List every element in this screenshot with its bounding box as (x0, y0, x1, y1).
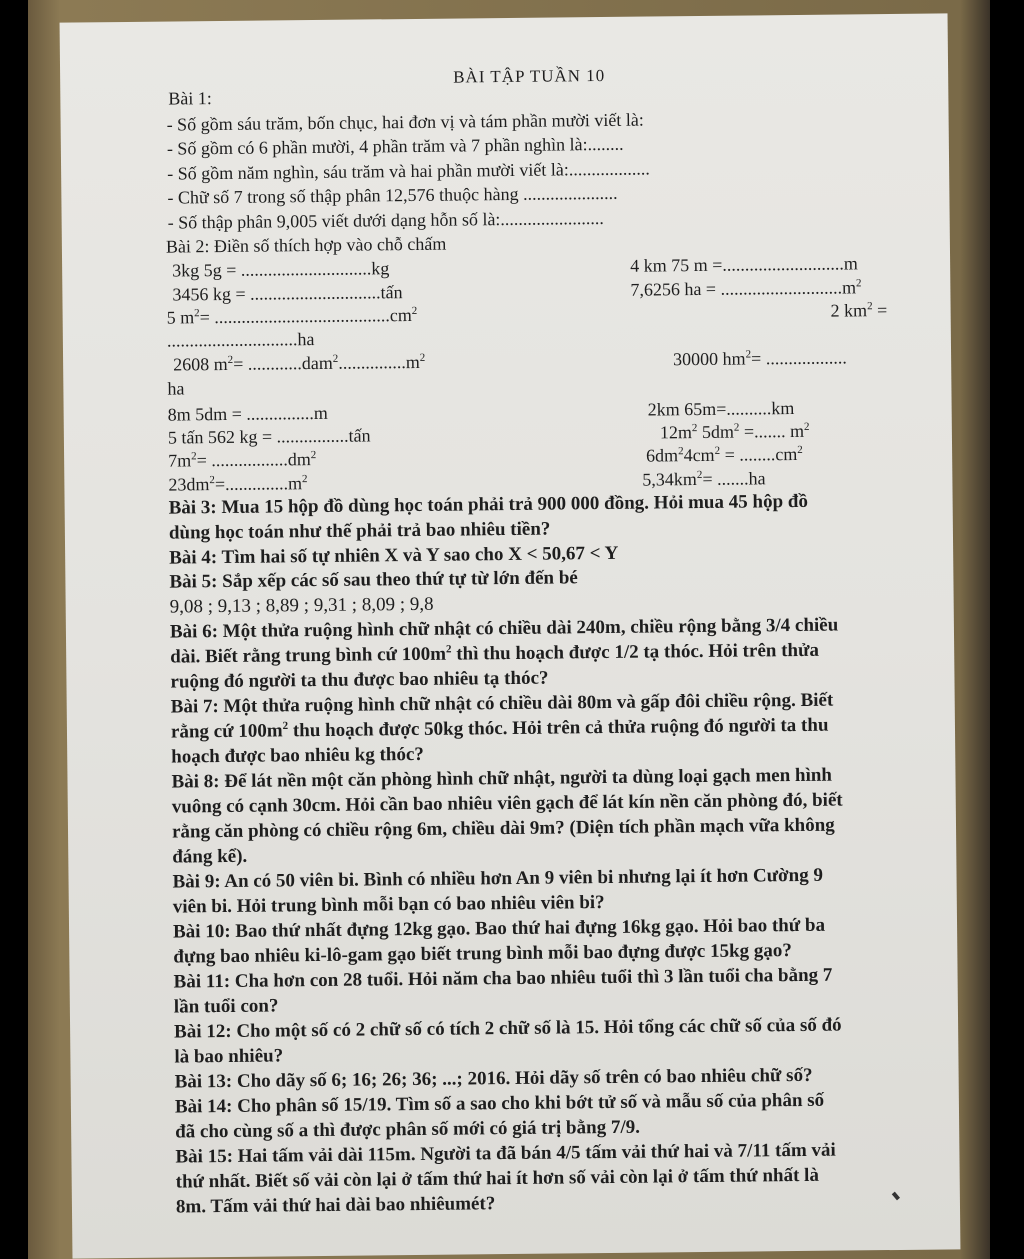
ex2-row3-left: 5 $m^2= .......................................cm^2$ (166, 304, 418, 328)
exercise-13-line-1: Bài 13: Cho dãy số 6; 16; 26; 36; ...; 2016. Hỏi dãy số trên có bao nhiêu chữ số? (174, 1064, 813, 1093)
exercise-15-line-1: Bài 15: Hai tấm vải dài 115m. Người ta đã bán 4/5 tấm vải thứ hai và 7/11 tấm vải (175, 1139, 836, 1168)
exercise-2-heading: Bài 2: Điền số thích hợp vào chỗ chấm (165, 233, 447, 257)
exercise-11-line-2: lần tuổi con? (173, 995, 279, 1018)
exercise-12-line-2: là bao nhiêu? (174, 1045, 284, 1068)
exercise-15-line-3: 8m. Tấm vải thứ hai dài bao nhiêumét? (175, 1193, 496, 1218)
exercise-10-line-2: đựng bao nhiêu ki-lô-gam gạo biết trung bình mỗi bao đựng được 15kg gạo? (173, 940, 792, 968)
exercise-3-line-2: dùng học toán như thế phải trả bao nhiêu tiền? (168, 518, 551, 544)
exercise-6-line-3: ruộng đó người ta thu được bao nhiêu tạ thóc? (170, 667, 549, 693)
exercise-1-heading: Bài 1: (168, 88, 212, 109)
exercise-9-line-2: viên bi. Hỏi trung bình mỗi bạn có bao nhiêu viên bi? (172, 892, 605, 918)
ex2-row6: ha (167, 378, 185, 399)
ex2-row3-right: 2 $km^2$ = (830, 300, 888, 321)
exercise-14-line-1: Bài 14: Cho phân số 15/19. Tìm số a sao cho khi bớt tử số và mẫu số của phân số (174, 1089, 825, 1118)
ex2-row8-right: $12m^2$ $5dm^2$ =....... $m^2$ (659, 420, 810, 443)
ex2-row4: .............................ha (166, 329, 315, 351)
exercise-9-line-1: Bài 9: An có 50 viên bi. Bình có nhiều hơn An 9 viên bi nhưng lại ít hơn Cường 9 (172, 864, 824, 893)
exercise-4-line-1: Bài 4: Tìm hai số tự nhiên X và Y sao cho X < 50,67 < Y (169, 542, 619, 569)
stray-pen-mark (892, 1192, 900, 1201)
ex2-row7-left: 8m 5dm = ...............m (167, 402, 328, 425)
exercise-10-line-1: Bài 10: Bao thứ nhất đựng 12kg gạo. Bao thứ hai đựng 16kg gạo. Hỏi bao thứ ba (172, 914, 826, 943)
ex2-row9-right: $6dm^24cm^2 = ........cm^2$ (646, 443, 803, 466)
ex2-row10-right: $5,34km^2= .......ha$ (642, 468, 766, 490)
exercise-6-line-1: Bài 6: Một thửa ruộng hình chữ nhật có chiều dài 240m, chiều rộng bằng 3/4 chiều (169, 614, 839, 643)
exercise-1-line-1: - Số gồm sáu trăm, bốn chục, hai đơn vị và tám phần mười viết là: (166, 109, 644, 135)
ex2-row8-left: 5 tấn 562 kg = ................tấn (167, 425, 371, 448)
exercise-7-line-2: rằng cứ $100m^2$ thu hoạch được 50kg thóc. Hỏi trên cả thửa ruộng đó người ta thu (170, 714, 829, 743)
exercise-6-line-2: dài. Biết rằng trung bình cứ $100m^2$ thì thu hoạch được 1/2 tạ thóc. Hỏi trên thửa (170, 639, 820, 668)
exercise-8-line-3: rằng căn phòng có chiều rộng 6m, chiều dài 9m? (Diện tích phần mạch vữa không (171, 814, 835, 843)
exercise-5-line-2: 9,08 ; 9,13 ; 8,89 ; 9,31 ; 8,09 ; 9,8 (169, 593, 434, 618)
ex2-row2-left: 3456 kg = .............................tấn (172, 282, 403, 305)
exercise-8-line-2: vuông có cạnh 30cm. Hỏi cần bao nhiêu viên gạch để lát kín nền căn phòng đó, biết (171, 789, 843, 818)
exercise-12-line-1: Bài 12: Cho một số có 2 chữ số có tích 2 chữ số là 15. Hỏi tổng các chữ số của số đó (174, 1014, 842, 1043)
ex2-row5-right: 30000 $hm^2=$ .................. (673, 347, 847, 370)
exercise-14-line-2: đã cho cùng số a thì được phân số mới có giá trị bằng 7/9. (175, 1116, 641, 1143)
exercise-1-line-2: - Số gồm có 6 phần mười, 4 phần trăm và 7 phần nghìn là:........ (166, 133, 624, 159)
exercise-7-line-3: hoạch được bao nhiêu kg thóc? (171, 743, 424, 768)
ex2-row1-right: 4 km 75 m =...........................m (630, 253, 858, 276)
exercise-8-line-4: đáng kể). (172, 845, 248, 868)
ex2-row7-right: 2km 65m=..........km (647, 398, 795, 420)
exercise-7-line-1: Bài 7: Một thửa ruộng hình chữ nhật có chiều dài 80m và gấp đôi chiều rộng. Biết (170, 689, 834, 718)
exercise-11-line-1: Bài 11: Cha hơn con 28 tuổi. Hỏi năm cha bao nhiêu tuổi thì 3 lần tuổi cha bằng 7 (173, 964, 833, 993)
exercise-1-line-5: - Số thập phân 9,005 viết dưới dạng hỗn số là:....................... (167, 207, 604, 233)
ex2-row9-left: $7m^2= .................dm^2$ (168, 449, 317, 471)
exercise-1-line-4: - Chữ số 7 trong số thập phân 12,576 thuộc hàng ..................... (167, 182, 618, 208)
exercise-3-line-1: Bài 3: Mua 15 hộp đồ dùng học toán phải trả 900 000 đồng. Hỏi mua 45 hộp đồ (168, 490, 809, 519)
exercise-5-line-1: Bài 5: Sắp xếp các số sau theo thứ tự từ lớn đến bé (169, 567, 578, 593)
worksheet-paper (60, 13, 961, 1258)
ex2-row10-left: $23dm^2=..............m^2$ (168, 473, 308, 495)
ex2-row2-right: 7,6256 ha = $...........................m^2$ (630, 277, 862, 300)
page-title: BÀI TẬP TUẦN 10 (453, 65, 606, 87)
exercise-1-line-3: - Số gồm năm nghìn, sáu trăm và hai phần mười viết là:.................. (167, 158, 650, 184)
ex2-row5-left: 2608 $m^2= ............dam^2...............m^2$ (173, 351, 426, 375)
ex2-row1-left: 3kg 5g = .............................kg (172, 258, 390, 281)
exercise-8-line-1: Bài 8: Để lát nền một căn phòng hình chữ nhật, người ta dùng loại gạch men hình (171, 764, 833, 793)
exercise-15-line-2: thứ nhất. Biết số vải còn lại ở tấm thứ hai ít hơn số vải còn lại ở tấm thứ nhất là (175, 1164, 819, 1193)
